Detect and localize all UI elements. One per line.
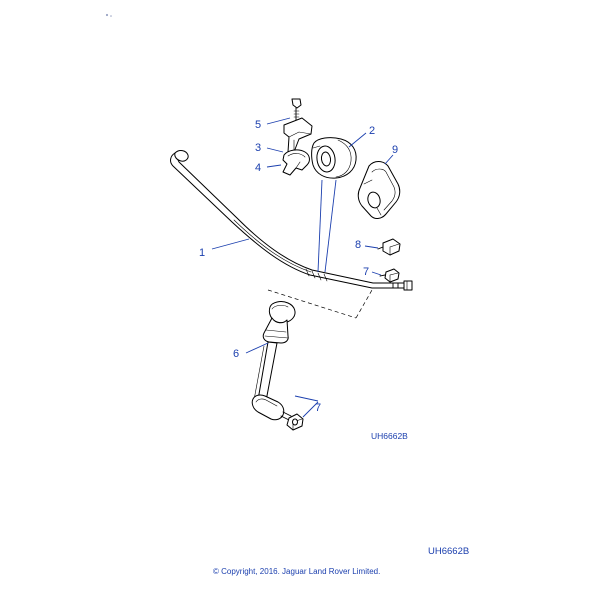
speck-dot xyxy=(110,15,112,17)
callout-label-3: 3 xyxy=(255,142,262,154)
callout-label-5: 5 xyxy=(255,119,262,131)
callout-label-9: 9 xyxy=(392,144,399,156)
part-fastener-lower xyxy=(287,414,303,430)
part-code-inline: UH6662B xyxy=(371,431,408,441)
part-bolt-upper xyxy=(292,99,301,120)
copyright-notice: © Copyright, 2016. Jaguar Land Rover Limited. xyxy=(213,567,381,576)
part-clamp-bracket xyxy=(283,118,312,175)
part-code-corner: UH6662B xyxy=(428,546,470,557)
callout-label-7-upper: 7 xyxy=(363,266,370,278)
callout-label-2: 2 xyxy=(369,125,376,137)
part-fastener-upper xyxy=(380,269,399,282)
speck-dot xyxy=(106,14,108,16)
part-small-bracket xyxy=(378,239,400,255)
part-bush xyxy=(312,138,357,179)
part-mounting-bracket xyxy=(358,162,399,219)
part-drop-link xyxy=(252,302,295,420)
callout-label-7-lower: 7 xyxy=(315,402,322,414)
callout-label-4: 4 xyxy=(255,162,262,174)
callout-label-1: 1 xyxy=(199,247,206,259)
callout-label-8: 8 xyxy=(355,239,362,251)
callout-label-6: 6 xyxy=(233,348,240,360)
